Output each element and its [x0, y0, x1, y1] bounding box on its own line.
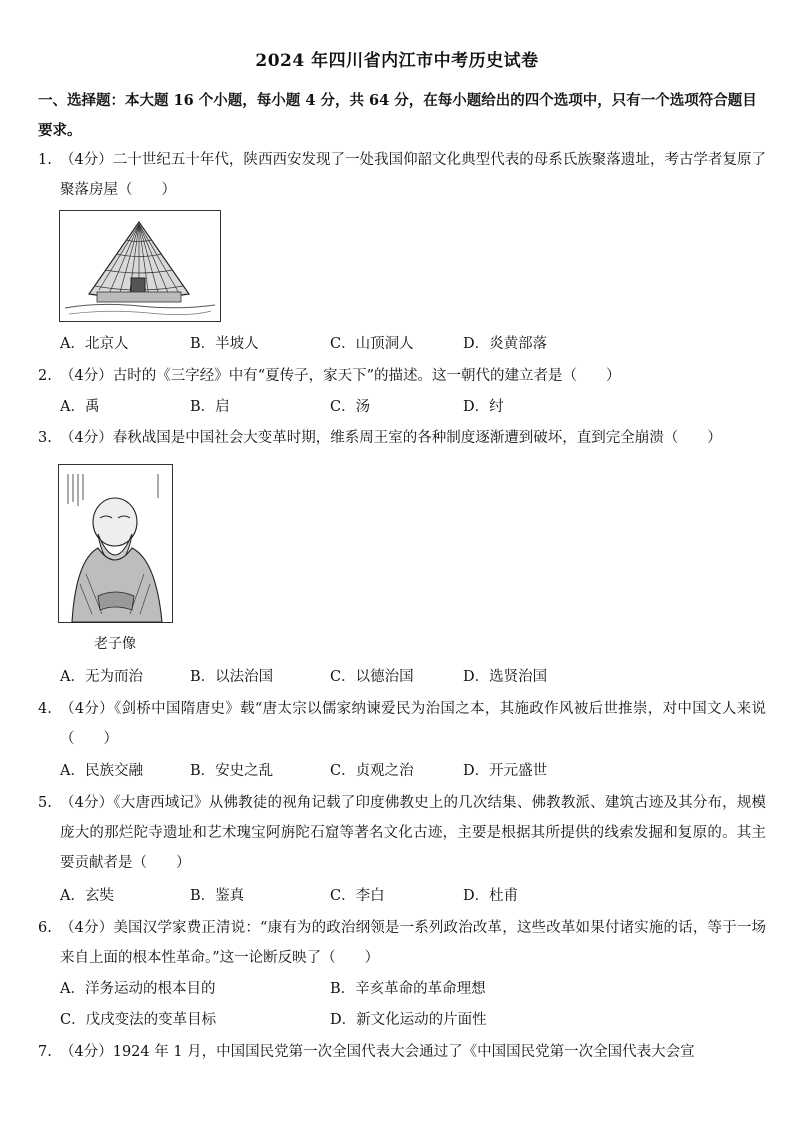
option-c[interactable]: C．贞观之治 [330, 763, 414, 779]
option-a[interactable]: A．禹 [60, 399, 100, 415]
portrait-caption: 老子像 [94, 636, 136, 652]
option-d[interactable]: D．纣 [463, 399, 504, 415]
option-b[interactable]: B．以法治国 [190, 669, 274, 685]
question-5 [38, 788, 766, 878]
option-d[interactable]: D．杜甫 [463, 888, 519, 904]
option-a[interactable]: A．洋务运动的根本目的 [60, 981, 216, 997]
question-1-options [60, 329, 760, 359]
option-b[interactable]: B．鉴真 [190, 888, 245, 904]
option-d[interactable]: D．炎黄部落 [463, 336, 548, 352]
option-c[interactable]: C．山顶洞人 [330, 336, 414, 352]
option-c[interactable]: C．以德治国 [330, 669, 414, 685]
option-a[interactable]: A．玄奘 [60, 888, 114, 904]
question-stem: （4分）古时的《三字经》中有“夏传子，家天下”的描述。这一朝代的建立者是（ ） [60, 368, 621, 384]
question-stem: （4分）二十世纪五十年代，陕西西安发现了一处我国仰韶文化典型代表的母系氏族聚落遗址，考古学者复原了聚落房屋（ ） [60, 152, 766, 198]
question-number: 2. [38, 368, 52, 384]
option-b[interactable]: B．安史之乱 [190, 763, 274, 779]
laozi-portrait [58, 464, 173, 656]
question-2-options [60, 392, 760, 422]
option-c[interactable]: C．汤 [330, 399, 371, 415]
option-d[interactable]: D．选贤治国 [463, 669, 548, 685]
question-number: 6. [38, 920, 52, 936]
question-number: 3. [38, 430, 52, 446]
question-stem: （4分）美国汉学家费正清说：“康有为的政治纲领是一系列政治改革，这些改革如果付诸实施的话，等于一场来自上面的根本性革命。”这一论断反映了（ ） [60, 920, 766, 966]
option-d[interactable]: D．开元盛世 [463, 763, 548, 779]
option-a[interactable]: A．民族交融 [60, 763, 143, 779]
question-4 [38, 694, 766, 754]
question-6-options-row-1 [60, 974, 760, 1004]
option-c[interactable]: C．李白 [330, 888, 385, 904]
question-number: 4. [38, 701, 52, 717]
hut-illustration [59, 210, 221, 322]
option-b[interactable]: B．启 [190, 399, 230, 415]
option-b[interactable]: B．辛亥革命的革命理想 [330, 981, 486, 997]
option-c[interactable]: C．戊戌变法的变革目标 [60, 1012, 217, 1028]
question-stem: （4分）《剑桥中国隋唐史》载“唐太宗以儒家纳谏爱民为治国之本，其施政作风被后世推崇，对中国文人来说（ ） [60, 701, 766, 747]
question-1 [38, 145, 766, 205]
question-7 [38, 1037, 766, 1067]
question-number: 5. [38, 795, 52, 811]
question-number: 7. [38, 1044, 52, 1060]
option-d[interactable]: D．新文化运动的片面性 [330, 1012, 487, 1028]
question-4-options [60, 756, 760, 786]
option-b[interactable]: B．半坡人 [190, 336, 259, 352]
question-5-options [60, 881, 760, 911]
section-heading: 一、选择题：本大题 16 个小题，每小题 4 分，共 64 分，在每小题给出的四个选项中，只有一个选项符合题目要求。 [38, 92, 757, 139]
exam-title: 2024 年四川省内江市中考历史试卷 [255, 51, 539, 71]
question-stem: （4分）春秋战国是中国社会大变革时期，维系周王室的各种制度逐渐遭到破坏，直到完全崩溃（ ） [60, 430, 722, 446]
question-3-options [60, 662, 760, 692]
question-stem: （4分）《大唐西域记》从佛教徒的视角记载了印度佛教史上的几次结集、佛教教派、建筑古迹及其分布，规模庞大的那烂陀寺遗址和艺术瑰宝阿旃陀石窟等著名文化古迹，主要是根据其所提供的线索发掘和复原的。其主要贡献者是（ ） [60, 795, 766, 871]
option-a[interactable]: A．北京人 [60, 336, 129, 352]
question-2 [38, 361, 766, 391]
option-a[interactable]: A．无为而治 [60, 669, 143, 685]
question-6 [38, 913, 766, 973]
question-stem: （4分）1924 年 1 月，中国国民党第一次全国代表大会通过了《中国国民党第一次全国代表大会宣 [60, 1044, 695, 1060]
question-number: 1. [38, 152, 52, 168]
question-3 [38, 423, 766, 453]
question-6-options-row-2 [60, 1005, 760, 1035]
